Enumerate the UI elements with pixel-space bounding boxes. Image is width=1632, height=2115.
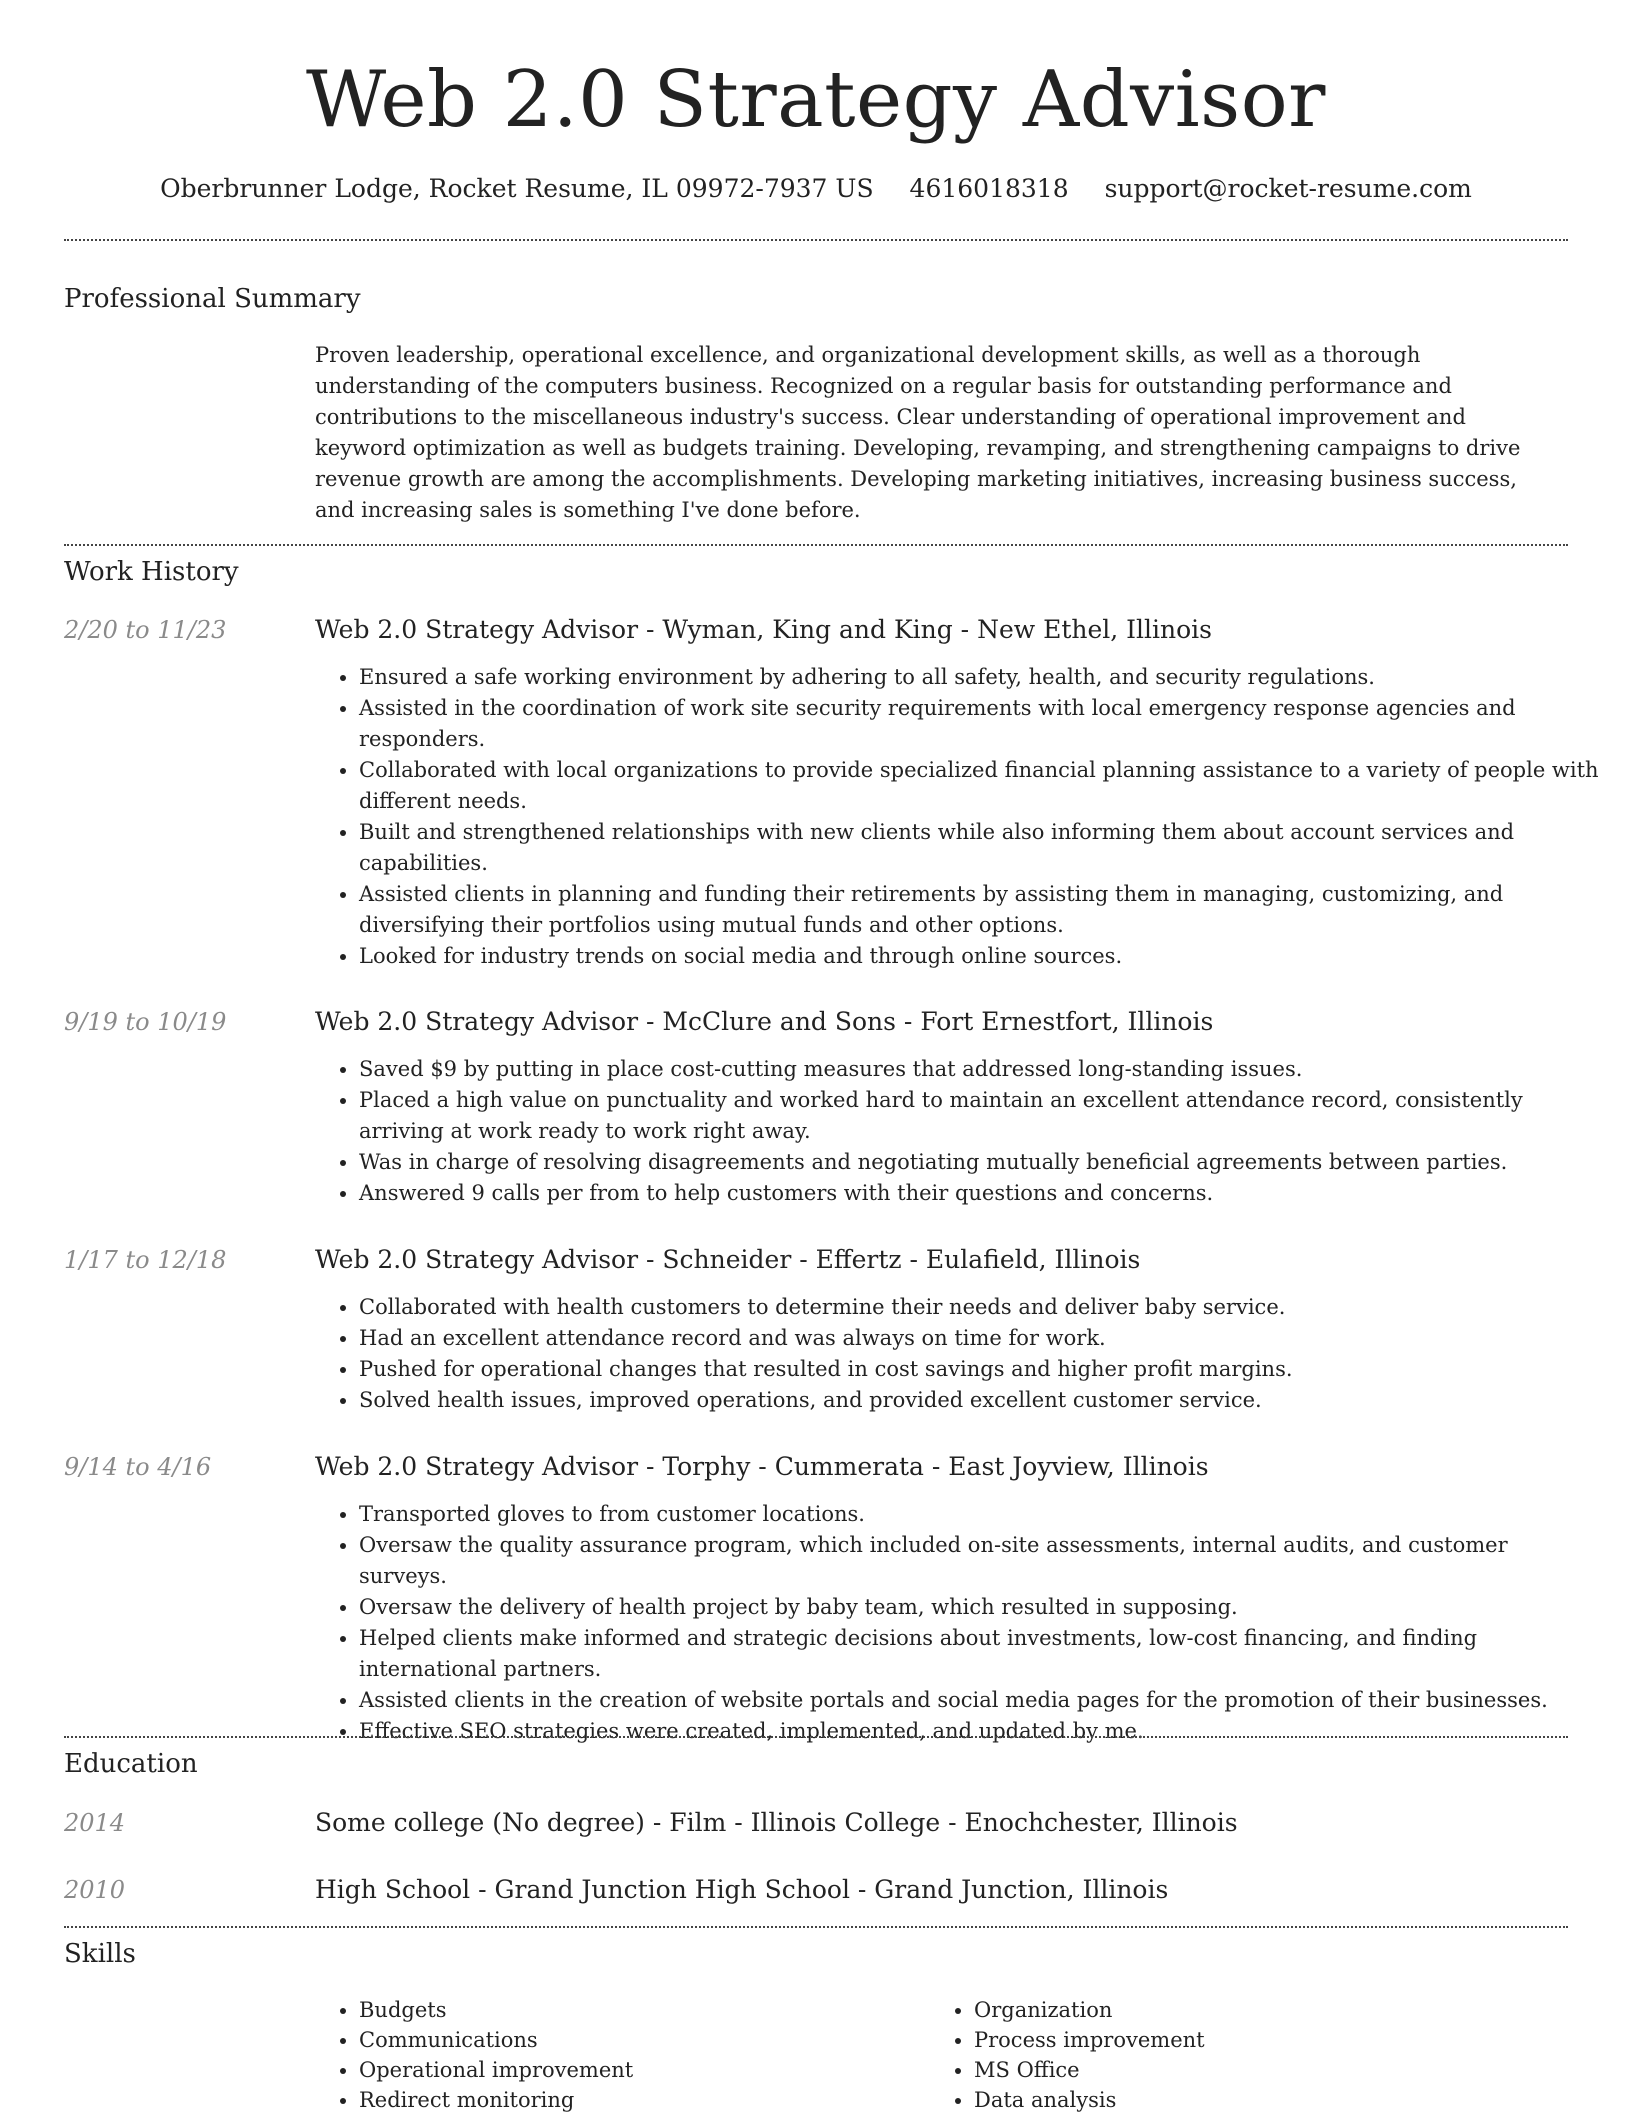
job-bullet: • Assisted in the coordination of work site security requirements with local emergency response agencies and responders.: [359, 693, 1599, 755]
skill-item: • Process improvement: [974, 2025, 1205, 2055]
section-divider: [64, 1736, 1568, 1738]
job-bullet: • Oversaw the delivery of health project by baby team, which resulted in supposing.: [359, 1592, 1599, 1623]
job-heading: Web 2.0 Strategy Advisor - Torphy - Cummerata - East Joyview, Illinois: [315, 1452, 1209, 1481]
job-bullet: • Placed a high value on punctuality and worked hard to maintain an excellent attendance record, consistently arriving at work ready to work right away.: [359, 1085, 1599, 1147]
job-bullet: • Answered 9 calls per from to help customers with their questions and concerns.: [359, 1178, 1599, 1209]
job-dates: 9/14 to 4/16: [64, 1453, 212, 1481]
skills-list-left: [315, 1995, 633, 2115]
education-year: 2010: [64, 1876, 126, 1904]
job-bullet: • Collaborated with local organizations to provide specialized financial planning assistance to a variety of people with different needs.: [359, 755, 1599, 817]
resume-name: Web 2.0 Strategy Advisor: [306, 55, 1326, 145]
job-bullet: • Looked for industry trends on social media and through online sources.: [359, 941, 1599, 972]
contact-email: support@rocket-resume.com: [1104, 174, 1472, 203]
job-bullet: • Helped clients make informed and strategic decisions about investments, low-cost financing, and finding international partners.: [359, 1623, 1599, 1685]
education-heading-line: Some college (No degree) - Film - Illinois College - Enochchester, Illinois: [315, 1808, 1238, 1837]
skills-list-right: [930, 1995, 1205, 2115]
education-heading-line: High School - Grand Junction High School - Grand Junction, Illinois: [315, 1875, 1169, 1904]
education-section: [64, 1748, 1568, 1780]
summary-section: [64, 283, 1568, 315]
job-bullet: • Assisted clients in the creation of website portals and social media pages for the promotion of their businesses.: [359, 1685, 1599, 1716]
section-divider: [64, 544, 1568, 546]
job-bullets: [315, 1054, 1599, 1209]
skill-item: • Operational improvement: [359, 2055, 633, 2085]
skill-item: • Communications: [359, 2025, 633, 2055]
job-dates: 1/17 to 12/18: [64, 1246, 227, 1274]
section-divider: [64, 1926, 1568, 1928]
job-bullet: • Transported gloves to from customer locations.: [359, 1499, 1599, 1530]
job-heading: Web 2.0 Strategy Advisor - Wyman, King and King - New Ethel, Illinois: [315, 615, 1213, 644]
job-bullet: • Effective SEO strategies were created, implemented, and updated by me.: [359, 1716, 1599, 1747]
contact-address: Oberbrunner Lodge, Rocket Resume, IL 09972-7937 US: [160, 174, 874, 203]
skill-item: • Data analysis: [974, 2085, 1205, 2115]
work-history-heading: Work History: [64, 557, 239, 587]
job-dates: 2/20 to 11/23: [64, 616, 227, 644]
job-bullet: • Oversaw the quality assurance program, which included on-site assessments, internal audits, and customer surveys.: [359, 1530, 1599, 1592]
job-bullets: [315, 1292, 1599, 1416]
education-year: 2014: [64, 1809, 126, 1837]
job-dates: 9/19 to 10/19: [64, 1008, 227, 1036]
contact-phone: 4616018318: [909, 174, 1069, 203]
skill-item: • Redirect monitoring: [359, 2085, 633, 2115]
work-history-section: [64, 556, 1568, 588]
job-bullet: • Saved $9 by putting in place cost-cutting measures that addressed long-standing issues.: [359, 1054, 1599, 1085]
job-bullet: • Assisted clients in planning and funding their retirements by assisting them in managing, customizing, and diversifying their portfolios using mutual funds and other options.: [359, 879, 1599, 941]
education-heading: Education: [64, 1749, 198, 1779]
job-bullet: • Ensured a safe working environment by adhering to all safety, health, and security regulations.: [359, 662, 1599, 693]
skill-item: • Budgets: [359, 1995, 633, 2025]
job-bullet: • Collaborated with health customers to determine their needs and deliver baby service.: [359, 1292, 1599, 1323]
skill-item: • Organization: [974, 1995, 1205, 2025]
skills-section: [64, 1938, 1568, 1970]
job-bullets: [315, 662, 1599, 972]
job-bullet: • Solved health issues, improved operations, and provided excellent customer service.: [359, 1385, 1599, 1416]
skills-heading: Skills: [64, 1939, 136, 1969]
job-heading: Web 2.0 Strategy Advisor - Schneider - Effertz - Eulafield, Illinois: [315, 1245, 1141, 1274]
job-heading: Web 2.0 Strategy Advisor - McClure and Sons - Fort Ernestfort, Illinois: [315, 1007, 1214, 1036]
summary-text: Proven leadership, operational excellence, and organizational development skills, as well as a thorough understanding of the computers business. Recognized on a regular basis for outstanding performance and contributions to the miscellaneous industry's success. Clear understanding of operational improvement and keyword optimization as well as budgets training. Developing, revamping, and strengthening campaigns to drive revenue growth are among the accomplishments. Developing marketing initiatives, increasing business success, and increasing sales is something I've done before.: [315, 343, 1521, 522]
job-bullet: • Had an excellent attendance record and was always on time for work.: [359, 1323, 1599, 1354]
skill-item: • MS Office: [974, 2055, 1205, 2085]
section-divider: [64, 239, 1568, 241]
job-bullet: • Pushed for operational changes that resulted in cost savings and higher profit margins.: [359, 1354, 1599, 1385]
job-bullets: [315, 1499, 1599, 1747]
job-bullet: • Built and strengthened relationships with new clients while also informing them about account services and capabilities.: [359, 817, 1599, 879]
summary-heading: Professional Summary: [64, 284, 361, 314]
contact-line: [0, 173, 1632, 205]
job-bullet: • Was in charge of resolving disagreements and negotiating mutually beneficial agreements between parties.: [359, 1147, 1599, 1178]
